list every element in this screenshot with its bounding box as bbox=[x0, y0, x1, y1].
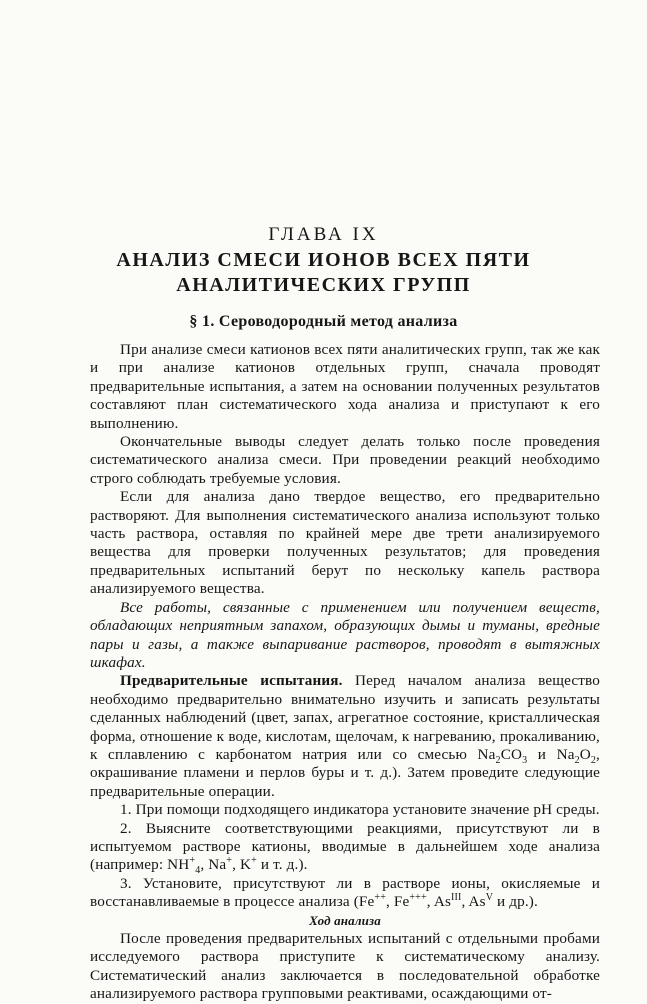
step-2: 2. Выясните соответствующими реакциями, присутствуют ли в испытуемом растворе катионы, вводимые в дальнейшем ходе анализа (например: $NH^+_4$, Na+, K+ и т. д.). bbox=[90, 819, 600, 877]
chapter-title: АНАЛИЗ СМЕСИ ИОНОВ ВСЕХ ПЯТИ АНАЛИТИЧЕСКИХ ГРУПП bbox=[116, 249, 531, 296]
paragraph-systematic-analysis: После проведения предварительных испытаний с отдельными пробами исследуемого раствора приступите к систематическому анализу. Систематический анализ заключается в последовательной обработке анализируемого раствора групповыми реактивами, осаждающими от- bbox=[90, 930, 600, 1003]
step-1: 1. При помощи подходящего индикатора установите значение pH среды. bbox=[120, 801, 600, 819]
chapter-label: ГЛАВА IX bbox=[268, 224, 379, 245]
paragraph-preliminary-tests: Предварительные испытания. Перед началом анализа вещество необходимо предварительно внимательно изучить и записать результаты сделанных наблюдений (цвет, запах, агрегатное состояние, кристаллическая форма, отношение к воде, кислотам, щелочам, к нагреванию, прокаливанию, к сплавлению с карбонатом натрия или со смесью $Na_2CO_3$ и $Na_2O_2$, окрашивание пламени и перлов буры и т. д.). Затем проведите следующие предварительные операции. bbox=[90, 672, 600, 800]
body-text bbox=[90, 341, 600, 1004]
paragraph-3: Если для анализа дано твердое вещество, его предварительно растворяют. Для выполнения систематического анализа используют только часть раствора, оставляя по крайней мере две трети анализируемого вещества для проверки полученных результатов; для проведения предварительных испытаний берут по нескольку капель раствора анализируемого вещества. bbox=[90, 488, 600, 598]
step-3: 3. Установите, присутствуют ли в растворе ионы, окисляемые и восстанавливаемые в процессе анализа (Fe++, Fe+++, $As^{III}$, $As^V$ и др.). bbox=[90, 874, 600, 911]
preliminary-tests-heading: Предварительные испытания. bbox=[120, 672, 343, 690]
section-title: § 1. Сероводородный метод анализа bbox=[189, 313, 458, 330]
paragraph-2: Окончательные выводы следует делать только после проведения систематического анализа смеси. При проведении реакций необходимо строго соблюдать требуемые условия. bbox=[90, 433, 600, 487]
subheading-analysis-course: Ход анализа bbox=[309, 912, 381, 928]
paragraph-safety-note: Все работы, связанные с применением или получением веществ, обладающих неприятным запахом, образующих дымы и туманы, вредные пары и газы, а также выпаривание растворов, проводят в вытяжных шкафах. bbox=[90, 598, 600, 671]
paragraph-1: При анализе смеси катионов всех пяти аналитических групп, так же как и при анализе катионов отдельных групп, сначала проводят предварительные испытания, а затем на основании полученных результатов составляют план систематического хода анализа и приступают к его выполнению. bbox=[90, 341, 600, 432]
